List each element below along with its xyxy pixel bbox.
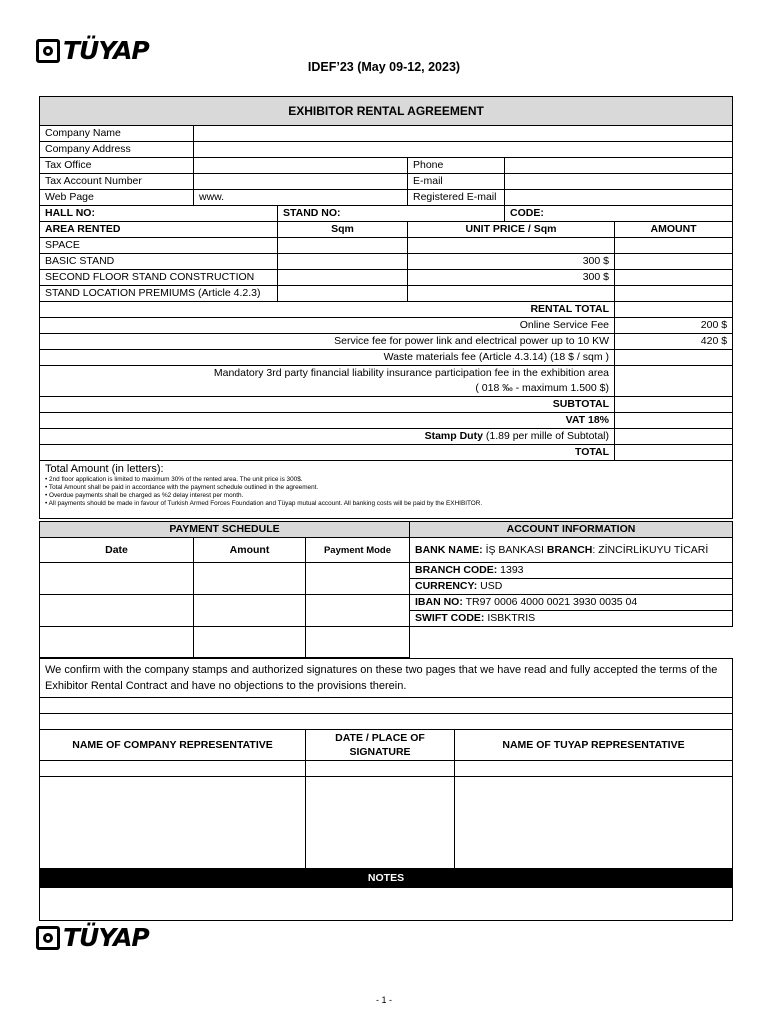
space-sqm[interactable]	[278, 238, 408, 254]
payment-amount-2[interactable]	[194, 595, 306, 627]
amount-header: AMOUNT	[615, 222, 733, 238]
vat-label: VAT 18%	[40, 413, 615, 429]
date-place-signature-field[interactable]	[306, 777, 455, 869]
waste-fee-label: Waste materials fee (Article 4.3.14) (18 $ / sqm )	[40, 350, 615, 366]
payment-table	[39, 521, 733, 658]
branch-code-label: BRANCH CODE:	[415, 564, 498, 576]
tuyap-rep-name-field[interactable]	[455, 761, 733, 777]
bank-name-label: BANK NAME:	[415, 543, 483, 556]
power-fee-label: Service fee for power link and electrical power up to 10 KW	[40, 334, 615, 350]
sqm-header: Sqm	[278, 222, 408, 238]
subtotal-label: SUBTOTAL	[40, 397, 615, 413]
currency-label: CURRENCY:	[415, 580, 478, 592]
payment-date-1[interactable]	[40, 563, 194, 595]
iban-label: IBAN NO:	[415, 596, 463, 608]
payment-date-3[interactable]	[40, 627, 194, 658]
payment-amount-3[interactable]	[194, 627, 306, 658]
date-place-field[interactable]	[306, 761, 455, 777]
iban	[410, 595, 733, 611]
tax-account-field[interactable]	[194, 174, 408, 190]
blank-row-1	[40, 698, 733, 714]
payment-mode-header: Payment Mode	[306, 538, 410, 563]
rental-total-label: RENTAL TOTAL	[40, 302, 615, 318]
swift	[410, 611, 733, 627]
waste-fee-amount[interactable]	[615, 350, 733, 366]
space-label: SPACE	[40, 238, 278, 254]
branch-value: : ZİNCİRLİKUYU TİCARİ	[592, 543, 709, 556]
hall-no-label: HALL NO:	[40, 206, 278, 222]
insurance-fee-amount[interactable]	[615, 366, 733, 397]
company-address-label: Company Address	[40, 142, 194, 158]
agreement-title: EXHIBITOR RENTAL AGREEMENT	[40, 97, 733, 126]
location-premiums-sqm[interactable]	[278, 286, 408, 302]
stamp-duty-rest: (1.89 per mille of Subtotal)	[482, 430, 609, 442]
insurance-fee-line2: ( 018 ‰ - maximum 1.500 $)	[475, 382, 609, 394]
date-place-line1: DATE / PLACE OF	[335, 732, 425, 744]
company-rep-header: NAME OF COMPANY REPRESENTATIVE	[40, 730, 306, 761]
registered-email-label: Registered E-mail	[408, 190, 505, 206]
note-4: • All payments should be made in favour of Turkish Armed Forces Foundation and Tüyap mutual account. All banking costs will be paid by the EXHIBITOR.	[45, 500, 483, 507]
space-amount[interactable]	[615, 238, 733, 254]
notes-field[interactable]	[40, 888, 733, 921]
insurance-fee-line1: Mandatory 3rd party financial liability insurance participation fee in the exhibition area	[213, 367, 609, 379]
tuyap-signature-field[interactable]	[455, 777, 733, 869]
iban-value: TR97 0006 4000 0021 3930 0035 04	[462, 596, 638, 608]
date-place-header	[306, 730, 455, 761]
code-label: CODE:	[505, 206, 733, 222]
blank-row-2	[40, 714, 733, 730]
currency	[410, 579, 733, 595]
swift-label: SWIFT CODE:	[415, 612, 485, 624]
basic-stand-sqm[interactable]	[278, 254, 408, 270]
basic-stand-amount[interactable]	[615, 254, 733, 270]
online-service-fee-amount: 200 $	[615, 318, 733, 334]
registered-email-field[interactable]	[505, 190, 733, 206]
stamp-duty-amount[interactable]	[615, 429, 733, 445]
second-floor-amount[interactable]	[615, 270, 733, 286]
basic-stand-label: BASIC STAND	[40, 254, 278, 270]
company-signature-field[interactable]	[40, 777, 306, 869]
second-floor-sqm[interactable]	[278, 270, 408, 286]
tax-office-field[interactable]	[194, 158, 408, 174]
amount-header: Amount	[194, 538, 306, 563]
payment-schedule-header: PAYMENT SCHEDULE	[40, 522, 410, 538]
payment-date-2[interactable]	[40, 595, 194, 627]
date-place-line2: SIGNATURE	[349, 746, 411, 758]
payment-amount-1[interactable]	[194, 563, 306, 595]
subtotal-amount[interactable]	[615, 397, 733, 413]
note-3: • Overdue payments shall be charged as %2 delay interest per month.	[45, 492, 244, 499]
location-premiums-price[interactable]	[408, 286, 615, 302]
tax-account-label: Tax Account Number	[40, 174, 194, 190]
stand-no-label: STAND NO:	[278, 206, 505, 222]
payment-mode-2[interactable]	[306, 595, 410, 627]
web-page-field[interactable]: www.	[194, 190, 408, 206]
date-header: Date	[40, 538, 194, 563]
bank-name	[410, 538, 733, 563]
payment-mode-3[interactable]	[306, 627, 410, 658]
second-floor-price: 300 $	[408, 270, 615, 286]
email-label: E-mail	[408, 174, 505, 190]
note-2: • Total Amount shall be paid in accordance with the payment schedule outlined in the agreement.	[45, 484, 319, 491]
tuyap-logo-text: TÜYAP	[63, 36, 149, 65]
page-number: - 1 -	[375, 995, 392, 1005]
tuyap-rep-header: NAME OF TUYAP REPRESENTATIVE	[455, 730, 733, 761]
web-page-label: Web Page	[40, 190, 194, 206]
payment-mode-1[interactable]	[306, 563, 410, 595]
confirmation-text: We confirm with the company stamps and authorized signatures on these two pages that we have read and fully accepted the terms of the Exhibitor Rental Contract and have no objections to the provisions therein.	[40, 659, 733, 698]
account-info-header: ACCOUNT INFORMATION	[410, 522, 733, 538]
document-title: IDEF’23 (May 09-12, 2023)	[307, 60, 461, 74]
phone-label: Phone	[408, 158, 505, 174]
account-info-blank	[410, 627, 733, 658]
note-1: • 2nd floor application is limited to maximum 30% of the rented area. The unit price is 300$.	[45, 476, 303, 483]
tuyap-logo-icon	[36, 926, 60, 950]
total-letters-label: Total Amount (in letters):	[45, 463, 164, 475]
branch-code-value: 1393	[497, 564, 524, 576]
total-label: TOTAL	[40, 445, 615, 461]
notes-header: NOTES	[40, 869, 733, 888]
email-field[interactable]	[505, 174, 733, 190]
branch-label: BRANCH	[546, 543, 593, 556]
bank-name-value: İŞ BANKASI	[482, 543, 547, 556]
tuyap-logo-text: TÜYAP	[63, 923, 149, 952]
online-service-fee-label: Online Service Fee	[40, 318, 615, 334]
branch-code	[410, 563, 733, 579]
confirmation-table	[39, 658, 733, 921]
company-rep-name-field[interactable]	[40, 761, 306, 777]
stamp-duty-label	[40, 429, 615, 445]
power-fee-amount: 420 $	[615, 334, 733, 350]
second-floor-label: SECOND FLOOR STAND CONSTRUCTION	[40, 270, 278, 286]
total-amount[interactable]	[615, 445, 733, 461]
rental-total-amount[interactable]	[615, 302, 733, 318]
company-name-field[interactable]	[194, 126, 733, 142]
swift-value: ISBKTRIS	[484, 612, 536, 624]
tuyap-logo-bottom	[36, 923, 149, 952]
location-premiums-label: STAND LOCATION PREMIUMS (Article 4.2.3)	[40, 286, 278, 302]
location-premiums-amount[interactable]	[615, 286, 733, 302]
basic-stand-price: 300 $	[408, 254, 615, 270]
tax-office-label: Tax Office	[40, 158, 194, 174]
company-name-label: Company Name	[40, 126, 194, 142]
insurance-fee-label	[40, 366, 615, 397]
area-rented-header: AREA RENTED	[40, 222, 278, 238]
unit-price-header: UNIT PRICE / Sqm	[408, 222, 615, 238]
company-address-field[interactable]	[194, 142, 733, 158]
phone-field[interactable]	[505, 158, 733, 174]
stamp-duty-bold: Stamp Duty	[424, 430, 483, 442]
total-in-letters[interactable]	[40, 461, 733, 519]
rental-agreement-table	[39, 96, 733, 519]
currency-value: USD	[477, 580, 503, 592]
vat-amount[interactable]	[615, 413, 733, 429]
space-price[interactable]	[408, 238, 615, 254]
